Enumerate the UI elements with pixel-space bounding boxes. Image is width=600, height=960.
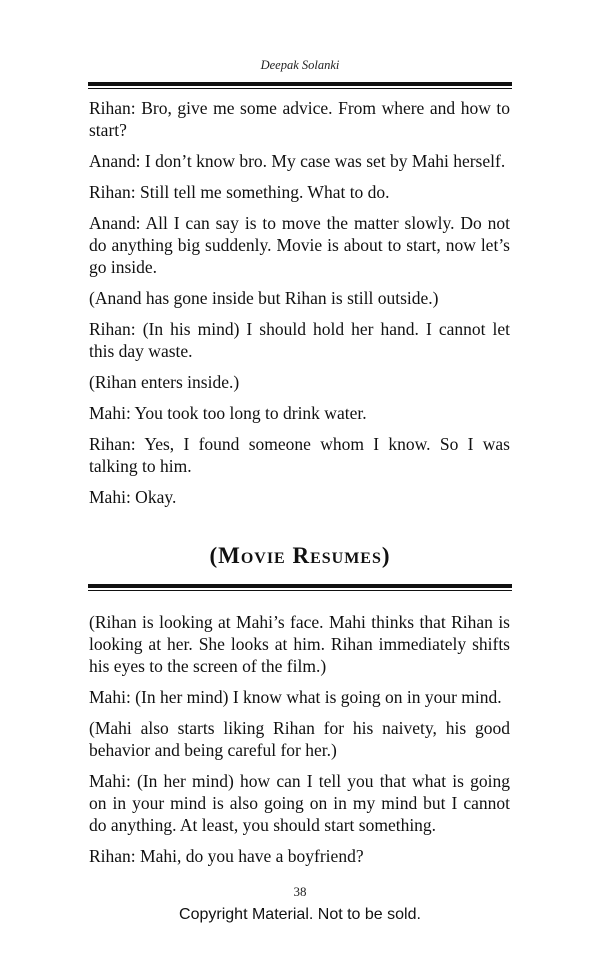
page-number: 38 [293, 884, 307, 899]
section-heading: (Movie Resumes) [209, 543, 391, 568]
running-head-author: Deepak Solanki [260, 58, 340, 72]
paragraph: Mahi: (In her mind) how can I tell you that what is going on in your mind is also going on in my mind but I cannot do anything. At least, you should start something. [89, 771, 510, 835]
paragraph: Mahi: (In her mind) I know what is going on in your mind. [89, 687, 502, 707]
paragraph: (Rihan enters inside.) [89, 372, 240, 392]
paragraph: (Anand has gone inside but Rihan is still outside.) [89, 288, 439, 308]
dialogue-block-1 [89, 97, 510, 517]
paragraph: Anand: All I can say is to move the matter slowly. Do not do anything big suddenly. Movie is about to start, now let’s go inside. [89, 213, 510, 277]
header-rule [88, 82, 512, 89]
paragraph: Rihan: Yes, I found someone whom I know. So I was talking to him. [89, 434, 510, 476]
paragraph: Rihan: (In his mind) I should hold her hand. I cannot let this day waste. [89, 319, 510, 361]
header-rule-thick [88, 82, 512, 86]
paragraph: Rihan: Mahi, do you have a boyfriend? [89, 846, 364, 866]
section-rule [88, 584, 512, 591]
paragraph: Rihan: Still tell me something. What to do. [89, 182, 390, 202]
paragraph: Mahi: You took too long to drink water. [89, 403, 367, 423]
paragraph: Rihan: Bro, give me some advice. From where and how to start? [89, 98, 510, 140]
section-rule-thick [88, 584, 512, 588]
header-rule-thin [88, 88, 512, 89]
section-rule-thin [88, 590, 512, 591]
paragraph: (Rihan is looking at Mahi’s face. Mahi thinks that Rihan is looking at her. She looks at him. Rihan immediately shifts his eyes to the screen of the film.) [89, 612, 510, 676]
paragraph: Mahi: Okay. [89, 487, 177, 507]
dialogue-block-2 [89, 611, 510, 876]
paragraph: Anand: I don’t know bro. My case was set by Mahi herself. [89, 151, 506, 171]
copyright-notice: Copyright Material. Not to be sold. [179, 906, 421, 923]
paragraph: (Mahi also starts liking Rihan for his naivety, his good behavior and being careful for her.) [89, 718, 510, 760]
